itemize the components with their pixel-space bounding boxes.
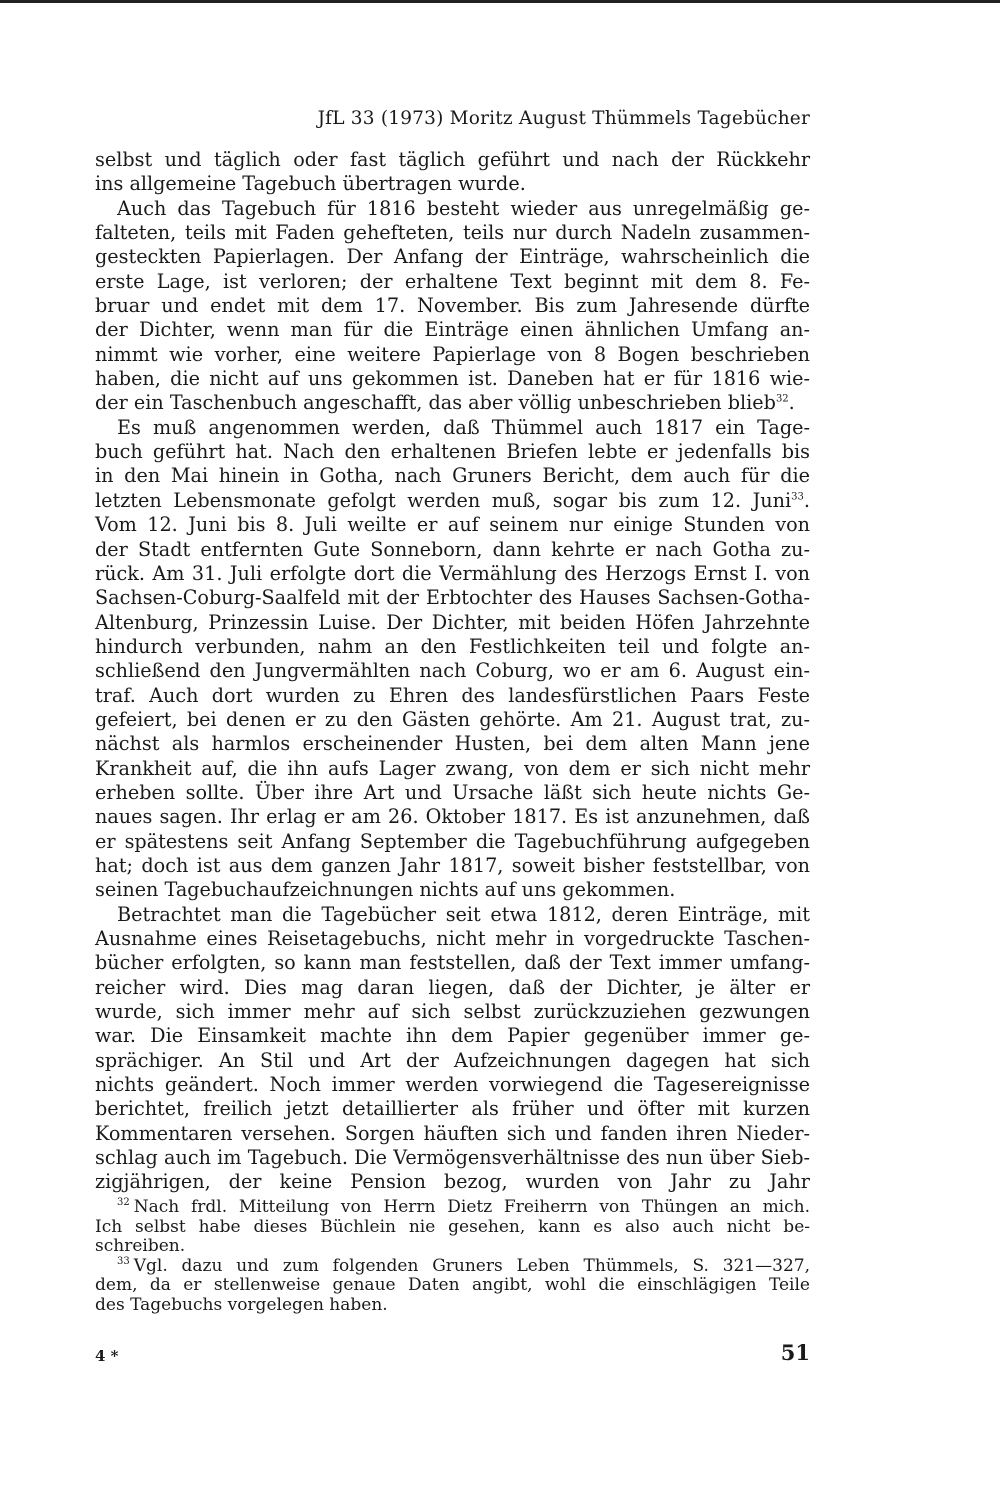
text-line-content: gesteckten Papierlagen. Der Anfang der Einträge, wahrscheinlich die	[95, 245, 810, 269]
text-line-content: schließend den Jungvermählten nach Coburg, wo er am 6. August ein-	[95, 659, 810, 683]
text-line	[95, 757, 810, 781]
text-line	[95, 708, 810, 732]
text-line	[95, 951, 810, 975]
text-line-content: haben, die nicht auf uns gekommen ist. Daneben hat er für 1816 wie-	[95, 367, 810, 391]
footnote-number: 33	[117, 1255, 130, 1267]
text-line	[95, 1170, 810, 1194]
text-line	[95, 538, 810, 562]
footnote-line	[95, 1296, 810, 1316]
text-line-content: wurde, sich immer mehr auf sich selbst zurückzuziehen gezwungen	[95, 1000, 810, 1024]
text-line	[95, 489, 810, 513]
footnote-text: Vgl. dazu und zum folgenden Gruners Leben Thümmels, S. 321—327,	[133, 1255, 810, 1276]
text-line-content: selbst und täglich oder fast täglich geführt und nach der Rückkehr	[95, 148, 810, 171]
period: .	[788, 391, 795, 415]
footnote-ref: 32	[775, 394, 789, 406]
text-line	[95, 1024, 810, 1048]
text-line-content: zigjährigen, der keine Pension bezog, wurden von Jahr zu Jahr	[95, 1170, 810, 1194]
text-line-content: nimmt wie vorher, eine weitere Papierlage von 8 Bogen beschrieben	[95, 342, 810, 366]
footnote-line	[95, 1276, 810, 1296]
top-edge-rule	[0, 0, 1000, 3]
text-line	[95, 659, 810, 683]
text-line	[95, 781, 810, 805]
text-line-content: nächst als harmlos erscheinender Husten, bei dem alten Mann jene	[95, 732, 810, 756]
text-line	[95, 513, 810, 537]
page-number: 51	[780, 1340, 810, 1365]
paragraph	[95, 148, 810, 197]
text-line	[95, 854, 810, 878]
footnote	[95, 1198, 810, 1257]
footnote-line	[95, 1218, 810, 1238]
footnote-text: Nach frdl. Mitteilung von Herrn Dietz Freiherrn von Thüngen an mich.	[133, 1197, 810, 1217]
text-line-content: bücher erfolgten, so kann man feststellen, daß der Text immer umfang-	[95, 951, 810, 975]
text-line-content: seinen Tagebuchaufzeichnungen nichts auf uns gekommen.	[95, 878, 676, 902]
text-line	[95, 1146, 810, 1170]
text-line-content: Auch das Tagebuch für 1816 besteht wieder aus unregelmäßig ge-	[117, 196, 810, 220]
text-line	[95, 343, 810, 367]
text-line-content: Altenburg, Prinzessin Luise. Der Dichter, mit beiden Höfen Jahrzehnte	[95, 610, 810, 634]
text-line	[95, 878, 810, 902]
footnotes	[95, 1198, 810, 1315]
text-line-content: reicher wird. Dies mag daran liegen, daß der Dichter, je älter er	[95, 975, 810, 999]
text-line	[95, 367, 810, 391]
period: .	[803, 488, 810, 512]
text-line-content: Betrachtet man die Tagebücher seit etwa 1812, deren Einträge, mit	[117, 902, 810, 926]
text-line	[95, 562, 810, 586]
text-line-content: der Stadt entfernten Gute Sonneborn, dann kehrte er nach Gotha zu-	[95, 537, 810, 561]
text-line	[95, 805, 810, 829]
text-line	[95, 976, 810, 1000]
text-line	[95, 1122, 810, 1146]
text-line	[95, 294, 810, 318]
text-line	[95, 416, 810, 440]
text-line	[95, 586, 810, 610]
text-line	[95, 903, 810, 927]
text-line-content: Krankheit auf, die ihn aufs Lager zwang, von dem er sich nicht mehr	[95, 756, 810, 780]
text-line-content: Ausnahme eines Reisetagebuchs, nicht mehr in vorgedruckte Taschen-	[95, 927, 810, 950]
text-line-content: schlag auch im Tagebuch. Die Vermögensverhältnisse des nun über Sieb-	[95, 1146, 810, 1170]
text-line-content: ins allgemeine Tagebuch übertragen wurde.	[95, 172, 526, 196]
footnote-line	[95, 1237, 810, 1257]
text-line	[95, 318, 810, 342]
paragraph	[95, 903, 810, 1195]
text-line-content: hindurch verbunden, nahm an den Festlichkeiten teil und folgte an-	[95, 634, 810, 658]
text-line	[95, 221, 810, 245]
text-line-content: traf. Auch dort wurden zu Ehren des landesfürstlichen Paars Feste	[95, 683, 810, 707]
text-line-content: war. Die Einsamkeit machte ihn dem Papier gegenüber immer ge-	[95, 1024, 810, 1048]
body-text	[95, 148, 810, 1195]
text-line	[95, 270, 810, 294]
text-line	[95, 391, 810, 415]
text-line-content: letzten Lebensmonate gefolgt werden muß, sogar bis zum 12. Juni	[95, 488, 792, 512]
text-line-content: Vom 12. Juni bis 8. Juli weilte er auf seinem nur einige Stunden von	[95, 513, 810, 537]
text-line-content: Kommentaren versehen. Sorgen häuften sich und fanden ihren Nieder-	[95, 1121, 810, 1145]
text-line-content: Es muß angenommen werden, daß Thümmel auch 1817 ein Tage-	[117, 415, 810, 439]
footnote-text: dem, da er stellenweise genaue Daten angibt, wohl die einschlägigen Teile	[95, 1275, 810, 1295]
text-line-content: naues sagen. Ihr erlag er am 26. Oktober 1817. Es ist anzunehmen, daß	[95, 805, 810, 829]
text-line-content: rück. Am 31. Juli erfolgte dort die Vermählung des Herzogs Ernst I. von	[95, 561, 810, 585]
text-line	[95, 684, 810, 708]
text-line	[95, 197, 810, 221]
text-line-content: der Dichter, wenn man für die Einträge einen ähnlichen Umfang an-	[95, 318, 810, 342]
text-line	[95, 1097, 810, 1121]
signature-mark: 4 *	[95, 1347, 119, 1365]
text-line-content: sprächiger. An Stil und Art der Aufzeichnungen dagegen hat sich	[95, 1048, 810, 1072]
running-head: JfL 33 (1973) Moritz August Thümmels Tagebücher	[317, 108, 810, 129]
text-line-content: hat; doch ist aus dem ganzen Jahr 1817, soweit bisher feststellbar, von	[95, 853, 810, 877]
text-line	[95, 732, 810, 756]
text-line-content: Sachsen-Coburg-Saalfeld mit der Erbtochter des Hauses Sachsen-Gotha-	[95, 586, 810, 610]
text-line-content: bruar und endet mit dem 17. November. Bis zum Jahresende dürfte	[95, 294, 810, 318]
footnote	[95, 1257, 810, 1316]
text-line	[95, 1000, 810, 1024]
text-line-content: der ein Taschenbuch angeschafft, das aber völlig unbeschrieben blieb	[95, 391, 776, 415]
text-line	[95, 830, 810, 854]
text-line-content: berichtet, freilich jetzt detaillierter als früher und öfter mit kurzen	[95, 1097, 810, 1121]
footnote-text: Ich selbst habe dieses Büchlein nie gesehen, kann es also auch nicht be-	[95, 1216, 810, 1237]
text-line-content: gefeiert, bei denen er zu den Gästen gehörte. Am 21. August trat, zu-	[95, 707, 810, 731]
text-line-content: erheben sollte. Über ihre Art und Ursache läßt sich heute nichts Ge-	[95, 780, 810, 804]
text-line	[95, 927, 810, 951]
text-line	[95, 1049, 810, 1073]
footnote-line	[95, 1198, 810, 1218]
footnote-line	[95, 1257, 810, 1277]
footnote-ref: 33	[791, 491, 804, 503]
footnote-text: des Tagebuchs vorgelegen haben.	[95, 1294, 388, 1315]
text-line	[95, 1073, 810, 1097]
text-line	[95, 172, 810, 196]
text-line-content: buch geführt hat. Nach den erhaltenen Briefen lebte er jedenfalls bis	[95, 440, 810, 464]
text-line-content: erste Lage, ist verloren; der erhaltene Text beginnt mit dem 8. Fe-	[95, 269, 810, 293]
text-line	[95, 440, 810, 464]
text-line	[95, 611, 810, 635]
text-line	[95, 635, 810, 659]
text-line-content: falteten, teils mit Faden gehefteten, teils nur durch Nadeln zusammen-	[95, 221, 810, 245]
paragraph	[95, 416, 810, 903]
paragraph	[95, 197, 810, 416]
text-line-content: nichts geändert. Noch immer werden vorwiegend die Tagesereignisse	[95, 1073, 810, 1097]
footnote-number: 32	[117, 1197, 130, 1209]
text-line-content: er spätestens seit Anfang September die Tagebuchführung aufgegeben	[95, 829, 810, 853]
text-line	[95, 245, 810, 269]
text-line-content: in den Mai hinein in Gotha, nach Gruners Bericht, dem auch für die	[95, 464, 810, 488]
text-line	[95, 464, 810, 488]
footnote-text: schreiben.	[95, 1236, 186, 1256]
text-line	[95, 148, 810, 172]
